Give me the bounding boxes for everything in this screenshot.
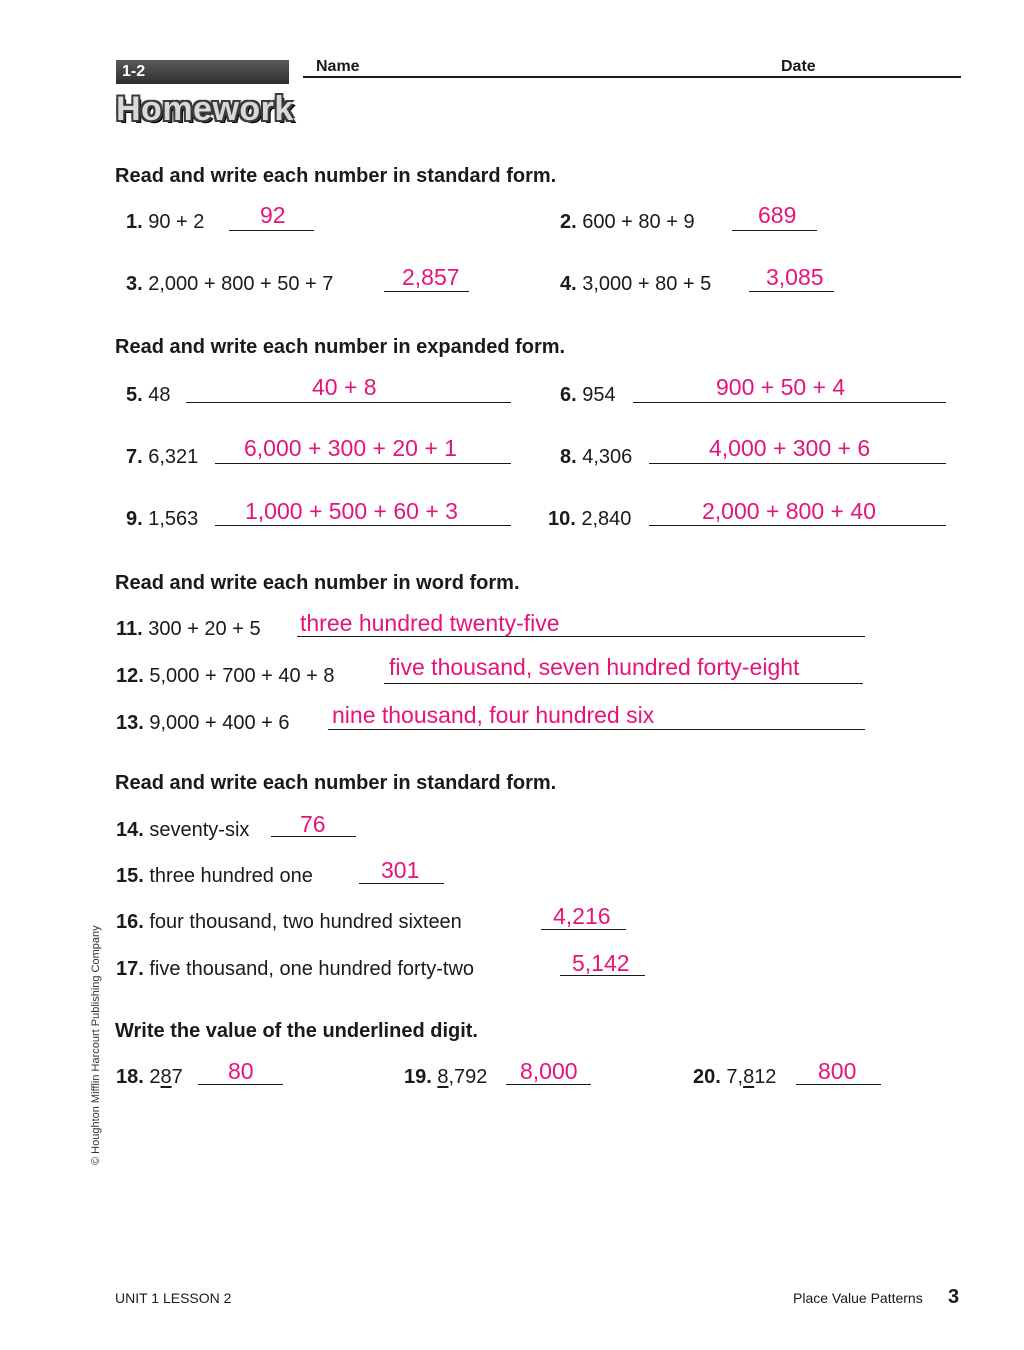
answer-line [215,525,511,526]
problem-number: 20. [693,1066,721,1088]
problem-number: 16. [116,911,144,933]
problem-11 [116,618,261,641]
answer-19: 8,000 [520,1058,578,1084]
problem-13 [116,712,290,735]
section-heading-word-form: Read and write each number in word form. [115,572,520,594]
problem-number: 9. [126,508,143,530]
answer-16: 4,216 [553,903,611,929]
answer-9: 1,000 + 500 + 60 + 3 [245,498,458,524]
problem-number: 14. [116,819,144,841]
problem-16 [116,911,462,934]
answer-line [384,291,469,292]
problem-number: 13. [116,712,144,734]
problem-text: 300 + 20 + 5 [148,618,261,640]
answer-line [649,463,946,464]
answer-line [649,525,946,526]
answer-12: five thousand, seven hundred forty-eight [389,654,800,680]
problem-number: 1. [126,211,143,233]
problem-text: 5,000 + 700 + 40 + 8 [149,665,335,687]
answer-line [215,463,511,464]
problem-1 [126,211,204,234]
problem-12 [116,665,335,688]
problem-3 [126,273,333,296]
answer-6: 900 + 50 + 4 [716,374,846,400]
problem-number: 10. [548,508,576,530]
problem-text: five thousand, one hundred forty-two [149,958,475,980]
problem-number: 18. [116,1066,144,1088]
problem-7 [126,446,198,469]
problem-5 [126,384,171,407]
problem-20 [693,1066,776,1089]
answer-2: 689 [758,202,797,228]
problem-number: 8. [560,446,577,468]
problem-text: 9,000 + 400 + 6 [149,712,290,734]
answer-17: 5,142 [572,950,630,976]
footer-unit-lesson: UNIT 1 LESSON 2 [115,1290,232,1306]
answer-14: 76 [300,811,326,837]
problem-14 [116,819,249,842]
problem-8 [560,446,632,469]
problem-18 [116,1066,183,1089]
problem-text: four thousand, two hundred sixteen [149,911,462,933]
problem-number: 4. [560,273,577,295]
answer-line [186,402,511,403]
homework-title: Homework [116,90,294,128]
digit-post: 12 [754,1066,777,1088]
answer-line [732,230,817,231]
digit-post: 7 [171,1066,183,1088]
answer-1: 92 [260,202,286,228]
section-heading-underlined-digit: Write the value of the underlined digit. [115,1020,478,1042]
problem-number: 3. [126,273,143,295]
answer-5: 40 + 8 [312,374,377,400]
problem-number: 5. [126,384,143,406]
answer-20: 800 [818,1058,857,1084]
lesson-number-box: 1-2 [116,60,289,84]
answer-18: 80 [228,1058,254,1084]
problem-number: 15. [116,865,144,887]
answer-line [229,230,314,231]
answer-13: nine thousand, four hundred six [332,702,655,728]
answer-line [749,291,834,292]
problem-text: 954 [582,384,616,406]
problem-number: 2. [560,211,577,233]
answer-7: 6,000 + 300 + 20 + 1 [244,435,457,461]
problem-19 [404,1066,487,1089]
copyright-notice: © Houghton Mifflin Harcourt Publishing Company [90,925,102,1165]
page-number: 3 [948,1286,960,1308]
section-heading-standard-form-1: Read and write each number in standard form. [115,165,557,187]
problem-4 [560,273,711,296]
problem-number: 19. [404,1066,432,1088]
problem-text: 90 + 2 [148,211,205,233]
problem-text: seventy-six [149,819,250,841]
underlined-digit: 8 [743,1066,755,1088]
underlined-digit: 8 [437,1066,449,1088]
answer-line [384,683,863,684]
section-heading-expanded-form: Read and write each number in expanded form. [115,336,566,358]
problem-6 [560,384,616,407]
problem-text: 6,321 [148,446,199,468]
problem-text: 2,000 + 800 + 50 + 7 [148,273,334,295]
problem-text: 600 + 80 + 9 [582,211,695,233]
digit-pre: 7, [726,1066,744,1088]
problem-text: three hundred one [149,865,313,887]
name-label: Name [316,58,360,75]
problem-15 [116,865,313,888]
answer-3: 2,857 [402,264,460,290]
problem-text: 1,563 [148,508,199,530]
digit-pre: 2 [149,1066,161,1088]
problem-10 [548,508,631,531]
answer-10: 2,000 + 800 + 40 [702,498,876,524]
problem-text: 4,306 [582,446,633,468]
section-heading-standard-form-2: Read and write each number in standard form. [115,772,557,794]
answer-11: three hundred twenty-five [300,610,560,636]
answer-line [328,729,865,730]
answer-8: 4,000 + 300 + 6 [709,435,871,461]
problem-number: 17. [116,958,144,980]
problem-9 [126,508,198,531]
name-date-line [303,76,961,78]
footer-title: Place Value Patterns [793,1290,923,1306]
problem-text: 48 [148,384,171,406]
problem-number: 11. [116,618,143,640]
answer-15: 301 [381,857,420,883]
problem-17 [116,958,474,981]
digit-post: ,792 [448,1066,488,1088]
problem-number: 6. [560,384,577,406]
answer-4: 3,085 [766,264,824,290]
problem-number: 7. [126,446,143,468]
problem-text: 3,000 + 80 + 5 [582,273,712,295]
problem-text: 2,840 [581,508,632,530]
date-label: Date [781,58,816,75]
problem-number: 12. [116,665,144,687]
answer-line [633,402,946,403]
problem-2 [560,211,695,234]
underlined-digit: 8 [160,1066,172,1088]
